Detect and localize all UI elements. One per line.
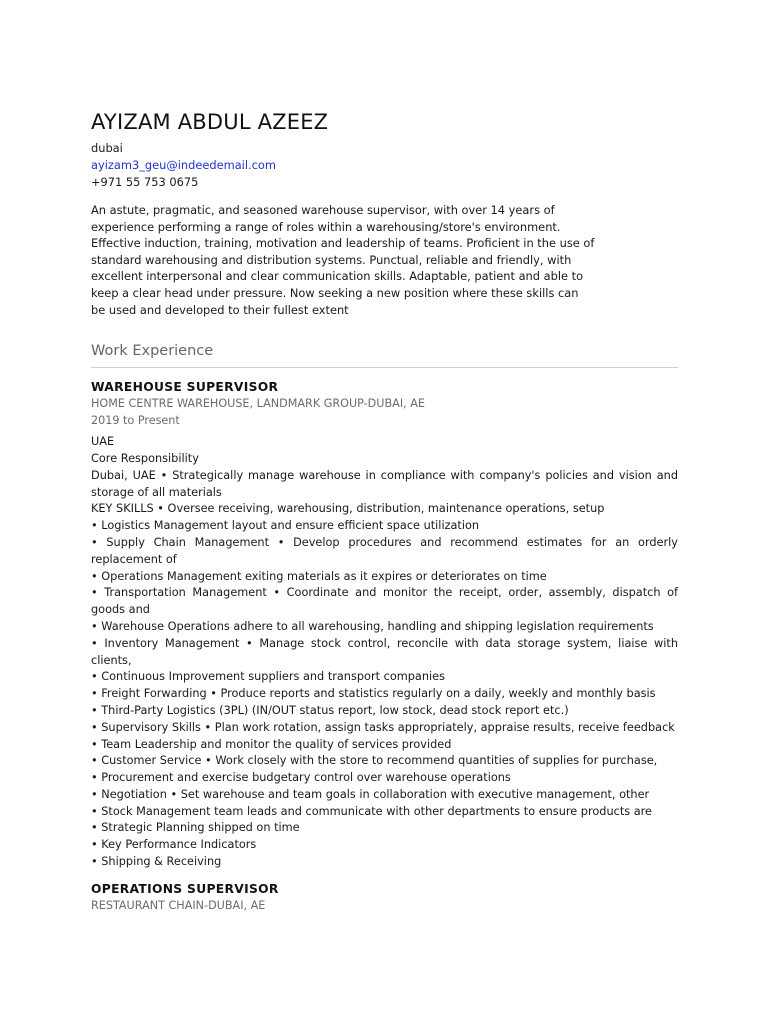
job-detail-line: • Stock Management team leads and communicate with other departments to ensure products are [91,804,652,818]
job-company: HOME CENTRE WAREHOUSE, LANDMARK GROUP-DUBAI, AE [91,397,425,411]
job-detail-line: • Warehouse Operations adhere to all warehousing, handling and shipping legislation requirements [91,619,654,633]
job-detail-line: • Third-Party Logistics (3PL) (IN/OUT status report, low stock, dead stock report etc.) [91,703,569,717]
job-detail-line: • Shipping & Receiving [91,855,222,869]
email-link[interactable]: ayizam3_geu@indeedemail.com [91,158,276,172]
job-company: RESTAURANT CHAIN-DUBAI, AE [91,898,266,912]
job-detail-line: • Supervisory Skills • Plan work rotation, assign tasks appropriately, appraise results, receive feedback [91,720,675,734]
job-detail-line: • Customer Service • Work closely with the store to recommend quantities of supplies for purchase, [91,754,658,768]
job-details [91,434,678,871]
job-detail-line: • Strategic Planning shipped on time [91,821,300,835]
job-detail-line: • Procurement and exercise budgetary control over warehouse operations [91,771,511,785]
resume-page [91,108,678,914]
job-detail-line: Core Responsibility [91,451,199,465]
phone-number: +971 55 753 0675 [91,175,199,189]
job-detail-line: • Continuous Improvement suppliers and transport companies [91,670,445,684]
job-detail-line: • Logistics Management layout and ensure efficient space utilization [91,519,480,533]
job-detail-line: • Inventory Management • Manage stock control, reconcile with data storage system, liaise with clients, [91,636,678,667]
job-dates: 2019 to Present [91,414,180,428]
location: dubai [91,141,123,155]
section-title-work-experience: Work Experience [91,341,678,368]
job-detail-line: KEY SKILLS • Oversee receiving, warehousing, distribution, maintenance operations, setup [91,502,605,516]
job-detail-line: • Supply Chain Management • Develop procedures and recommend estimates for an orderly replacement of [91,535,678,566]
summary-paragraph: An astute, pragmatic, and seasoned warehouse supervisor, with over 14 years of experience performing a range of roles within a warehousing/store's environment. Effective induction, training, motivation and leadership of teams. Proficient in the use of standard warehousing and distribution systems. Punctual, reliable and friendly, with excellent interpersonal and clear communication skills. Adaptable, patient and able to keep a clear head under pressure. Now seeking a new position where these skills can be used and developed to their fullest extent [91,203,595,317]
job-detail-line: Dubai, UAE • Strategically manage warehouse in compliance with company's policies and vision and storage of all materials [91,468,678,499]
job-detail-line: • Operations Management exiting materials as it expires or deteriorates on time [91,569,547,583]
job-detail-line: • Team Leadership and monitor the quality of services provided [91,737,452,751]
job-title: WAREHOUSE SUPERVISOR [91,380,279,395]
job-title: OPERATIONS SUPERVISOR [91,881,279,896]
job-detail-line: • Transportation Management • Coordinate and monitor the receipt, order, assembly, dispatch of goods and [91,586,678,617]
job-detail-line: • Negotiation • Set warehouse and team goals in collaboration with executive management, other [91,787,650,801]
job-detail-line: UAE [91,435,115,449]
job-detail-line: • Freight Forwarding • Produce reports and statistics regularly on a daily, weekly and monthly basis [91,687,656,701]
job-entry [91,378,678,871]
job-entry [91,880,678,914]
job-detail-line: • Key Performance Indicators [91,838,257,852]
candidate-name: AYIZAM ABDUL AZEEZ [91,110,329,134]
